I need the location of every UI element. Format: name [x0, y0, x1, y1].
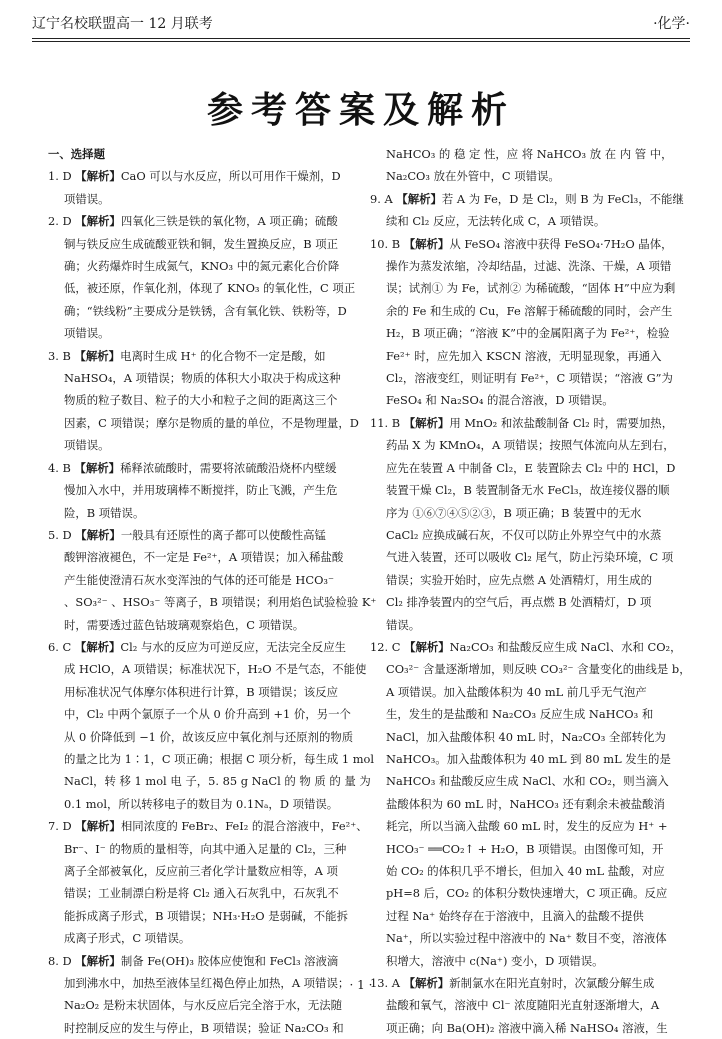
answer-item: [370, 233, 675, 412]
answer-line: 低，被还原，作氧化剂，体现了 KNO₃ 的氧化性，C 项正: [64, 281, 356, 296]
answer-text: 用 MnO₂ 和浓盐酸制备 Cl₂ 时，需要加热，: [449, 415, 674, 430]
answer-line: 错误；实验开始时，应先点燃 A 处酒精灯，用生成的: [386, 572, 653, 587]
answer-line: A 项错误。加入盐酸体积为 40 mL 前几乎无气泡产: [386, 684, 647, 699]
analysis-tag: 【解析】: [74, 639, 121, 654]
answer-text: 电离时生成 H⁺ 的化合物不一定是酸，如: [120, 348, 326, 363]
answer-item: [48, 165, 353, 210]
answer-text: 四氧化三铁是铁的氧化物，A 项正确；硫酸: [120, 214, 338, 229]
answer-line: 离子全部被氧化，反应前三者化学计量数应相等，A 项: [64, 864, 338, 878]
answer-line: Na⁺，所以实验过程中溶液中的 Na⁺ 数目不变，溶液体: [386, 931, 667, 946]
answer-line: NaHCO₃ 和盐酸反应生成 NaCl、水和 CO₂，则当滴入: [386, 774, 669, 789]
answer-item: [48, 345, 359, 457]
answer-line: Cl₂ 排净装置内的空气后，再点燃 B 处酒精灯，D 项: [386, 595, 652, 610]
section-title: 一、选择题: [48, 147, 105, 161]
answer-line: HCO₃⁻ ══CO₂↑ + H₂O，B 项错误。由图像可知，开: [386, 841, 664, 856]
continued-text: [370, 143, 675, 188]
answer-line: 、SO₃²⁻ 、HSO₃⁻ 等离子，B 项错误；利用焰色试验检验 K⁺: [64, 595, 377, 610]
analysis-tag: 【解析】: [75, 953, 121, 968]
answer-line: 成离子形式，C 项错误。: [64, 931, 191, 946]
answer-line: 成 HClO，A 项错误；标准状况下，H₂O 不是气态，不能使: [64, 662, 367, 677]
answer-line: NaHSO₄，A 项错误；物质的体积大小取决于构成这种: [64, 371, 341, 386]
header-left: 辽宁名校联盟高一 12 月联考: [32, 16, 213, 32]
answer-line: H₂，B 项正确；“溶液 K”中的金属阳离子为 Fe²⁺，检验: [386, 326, 670, 341]
answer-line: 时，需要透过蓝色钴玻璃观察焰色，C 项错误。: [64, 617, 305, 632]
answer-item: [48, 636, 375, 815]
answer-line: Cl₂，溶液变红，则证明有 Fe²⁺，C 项错误；“溶液 G”为: [386, 371, 673, 386]
answer-line: 用标准状况气体摩尔体积进行计算，B 项错误；该反应: [64, 684, 338, 699]
answer-line: 耗完，所以当滴入盐酸 60 mL 时，发生的反应为 H⁺ +: [386, 819, 668, 834]
answer-line: [48, 524, 353, 546]
answer-line: [48, 636, 353, 658]
answer-line: [48, 210, 353, 232]
analysis-tag: 【解析】: [75, 169, 121, 184]
answer-line: 物质的粒子数目、粒子的大小和粒子之间的距离这三个: [64, 393, 338, 408]
answer-item: [48, 457, 353, 524]
analysis-tag: 【解析】: [396, 191, 442, 206]
answer-item: [48, 950, 353, 1039]
answer-number: 13. A: [370, 976, 404, 991]
answer-line: Fe²⁺ 时，应先加入 KSCN 溶液，无明显现象，再通入: [386, 348, 662, 363]
answer-item: [370, 636, 691, 972]
answer-number: 12. C: [370, 639, 405, 654]
answer-line: 中，Cl₂ 中两个氯原子一个从 0 价升高到 +1 价，另一个: [64, 707, 351, 722]
answer-line: 盐酸体积为 60 mL 时，NaHCO₃ 还有剩余未被盐酸消: [386, 796, 665, 811]
answer-number: 3. B: [48, 348, 75, 363]
answer-line: [48, 815, 368, 837]
answer-line: 续和 Cl₂ 反应，无法转化成 C，A 项错误。: [386, 214, 606, 229]
answer-line: NaHCO₃。加入盐酸体积为 40 mL 到 80 mL 发生的是: [386, 751, 671, 766]
answer-number: 2. D: [48, 214, 76, 229]
answer-line: 确；“铁线粉”主要成分是铁锈，含有氧化铁、铁粉等，D: [64, 303, 347, 318]
answer-line: [370, 636, 682, 658]
answer-line: 能拆成离子形式，B 项错误；NH₃·H₂O 是弱碱，不能拆: [64, 908, 348, 923]
answer-line: 过程 Na⁺ 始终存在于溶液中，且滴入的盐酸不提供: [386, 908, 644, 923]
analysis-tag: 【解析】: [403, 236, 450, 251]
answer-line: 酸钾溶液褪色，不一定是 Fe²⁺，A 项错误；加入稀盐酸: [64, 550, 344, 565]
analysis-tag: 【解析】: [403, 976, 450, 991]
answer-number: 1. D: [48, 169, 76, 184]
answer-line: 项错误。: [64, 438, 110, 453]
answer-line: FeSO₄ 和 Na₂SO₄ 的混合溶液，D 项错误。: [386, 393, 614, 408]
right-column: [370, 143, 691, 1039]
answer-number: 6. C: [48, 639, 75, 654]
answer-line: 药品 X 为 KMnO₄，A 项错误；按照气体流向从左到右，: [386, 438, 675, 453]
answer-number: 8. D: [48, 953, 76, 968]
answer-line: [370, 188, 684, 210]
answer-text: 一般具有还原性的离子都可以使酸性高锰: [120, 527, 326, 542]
answer-text: Cl₂ 与水的反应为可逆反应，无法完全反应生: [120, 639, 346, 654]
answer-line: Na₂O₂ 是粉末状固体，与水反应后完全溶于水，无法随: [64, 998, 343, 1013]
answer-line: 产生能使澄清石灰水变浑浊的气体的还可能是 HCO₃⁻: [64, 572, 335, 587]
answer-line: 从 0 价降低到 −1 价，故该反应中氧化剂与还原剂的物质: [64, 729, 354, 744]
page-header: [32, 10, 690, 36]
answer-item: [48, 815, 368, 949]
left-column: [48, 143, 377, 1039]
answer-line: 装置干燥 Cl₂，B 装置制备无水 FeCl₃，故连接仪器的顺: [386, 483, 670, 498]
answer-line: Na₂CO₃ 放在外管中，C 项错误。: [386, 169, 560, 184]
answer-line: 确；火药爆炸时生成氮气，KNO₃ 中的氮元素化合价降: [64, 259, 340, 274]
left-answer-list: [48, 165, 377, 1039]
answer-text: 相同浓度的 FeBr₂、FeI₂ 的混合溶液中，Fe²⁺、: [120, 819, 368, 834]
answer-line: 慢加入水中，并用玻璃棒不断搅拌，防止飞溅，产生危: [64, 483, 338, 498]
answer-line: NaHCO₃ 的 稳 定 性，应 将 NaHCO₃ 放 在 内 管 中，: [386, 147, 673, 161]
answer-line: 时控制反应的发生与停止，B 项错误；验证 Na₂CO₃ 和: [64, 1020, 344, 1035]
answer-line: 项错误。: [64, 191, 110, 206]
answer-line: Br⁻、I⁻ 的物质的量相等，向其中通入足量的 Cl₂，三种: [64, 841, 347, 856]
answer-line: 始 CO₂ 的体积几乎不增长，但加入 40 mL 盐酸，对应: [386, 864, 665, 878]
answer-line: pH=8 后，CO₂ 的体积分数快速增大，C 项正确。反应: [386, 886, 668, 901]
header-right: ·化学·: [653, 16, 690, 32]
answer-line: 应先在装置 A 中制备 Cl₂，E 装置除去 Cl₂ 中的 HCl，D: [386, 460, 676, 475]
answer-text: 稀释浓硫酸时，需要将浓硫酸沿烧杯内壁缓: [120, 460, 337, 475]
analysis-tag: 【解析】: [75, 819, 121, 834]
analysis-tag: 【解析】: [74, 460, 121, 475]
answer-line: 项正确；向 Ba(OH)₂ 溶液中滴入稀 NaHSO₄ 溶液，生: [386, 1020, 668, 1035]
answer-line: NaCl，转 移 1 mol 电 子，5. 85 g NaCl 的 物 质 的 量 为: [64, 774, 371, 789]
answer-item: [48, 524, 377, 636]
analysis-tag: 【解析】: [74, 348, 121, 363]
answer-text: 若 A 为 Fe，D 是 Cl₂，则 B 为 FeCl₃，不能继: [441, 191, 684, 206]
answer-item: [370, 188, 684, 233]
analysis-tag: 【解析】: [404, 639, 450, 654]
answer-line: 0.1 mol，所以转移电子的数目为 0.1Nₐ，D 项错误。: [64, 796, 339, 811]
analysis-tag: 【解析】: [75, 527, 121, 542]
answer-text: CaO 可以与水反应，所以可用作干燥剂，D: [120, 169, 341, 184]
answer-line: CO₃²⁻ 含量逐渐增加，则反映 CO₃²⁻ 含量变化的曲线是 b，: [386, 662, 691, 677]
answer-line: 项错误。: [64, 326, 110, 341]
answer-line: 的量之比为 1∶1，C 项正确；根据 C 项分析，每生成 1 mol: [64, 751, 375, 766]
answer-line: 盐酸和氧气，溶液中 Cl⁻ 浓度随阳光直射逐渐增大，A: [386, 998, 660, 1013]
analysis-tag: 【解析】: [75, 214, 121, 229]
answer-item: [370, 412, 675, 636]
answer-text: 从 FeSO₄ 溶液中获得 FeSO₄·7H₂O 晶体，: [449, 236, 673, 251]
answer-line: 错误。: [386, 617, 421, 632]
answer-line: 险，B 项错误。: [64, 505, 145, 520]
analysis-tag: 【解析】: [403, 415, 450, 430]
answer-number: 10. B: [370, 236, 404, 251]
answer-number: 7. D: [48, 819, 76, 834]
answer-line: 铜与铁反应生成硫酸亚铁和铜，发生置换反应，B 项正: [64, 236, 338, 251]
answer-number: 9. A: [370, 191, 397, 206]
right-answer-list: [370, 188, 691, 1039]
header-rule-thin: [32, 41, 690, 42]
answer-line: 误；试剂① 为 Fe，试剂② 为稀硫酸，“固体 H”中应为剩: [386, 281, 676, 296]
answer-line: 积增大，溶液中 c(Na⁺) 变小，D 项错误。: [386, 953, 604, 968]
answer-line: 余的 Fe 和生成的 Cu，Fe 溶解于稀硫酸的同时，会产生: [386, 303, 673, 318]
answer-line: 错误；工业制漂白粉是将 Cl₂ 通入石灰乳中，石灰乳不: [64, 886, 339, 901]
answer-line: 操作为蒸发浓缩，冷却结晶，过滤、洗涤、干燥，A 项错: [386, 259, 672, 274]
answer-line: 加到沸水中，加热至液体呈红褐色停止加热，A 项错误；: [64, 976, 350, 991]
answer-line: 生，发生的是盐酸和 Na₂CO₃ 反应生成 NaHCO₃ 和: [386, 707, 654, 722]
answer-line: 因素，C 项错误；摩尔是物质的量的单位，不是物理量，D: [64, 415, 359, 430]
answer-line: 气进入装置，还可以吸收 Cl₂ 尾气，防止污染环境，C 项: [386, 550, 674, 565]
answer-line: [370, 233, 675, 255]
answer-line: 序为 ①⑥⑦④⑤②③，B 项正确；B 装置中的无水: [386, 505, 642, 520]
answer-line: CaCl₂ 应换成碱石灰，不仅可以防止外界空气中的水蒸: [386, 527, 662, 542]
answer-number: 4. B: [48, 460, 75, 475]
answer-line: [48, 950, 353, 972]
page-number: · 1 ·: [349, 978, 373, 992]
answer-number: 11. B: [370, 415, 404, 430]
answer-line: [48, 165, 353, 187]
page-title: 参考答案及解析: [206, 90, 515, 131]
answer-text: 新制氯水在阳光直射时，次氯酸分解生成: [449, 976, 655, 991]
answer-line: NaCl，加入盐酸体积 40 mL 时，Na₂CO₃ 全部转化为: [386, 729, 666, 744]
answer-text: Na₂CO₃ 和盐酸反应生成 NaCl、水和 CO₂，: [449, 639, 682, 654]
answer-line: [48, 345, 353, 367]
header-rule: [32, 38, 690, 39]
answer-text: 制备 Fe(OH)₃ 胶体应使饱和 FeCl₃ 溶液滴: [120, 953, 339, 968]
answer-number: 5. D: [48, 527, 76, 542]
answer-line: [370, 412, 675, 434]
answer-item: [48, 210, 356, 344]
answer-line: [48, 457, 353, 479]
